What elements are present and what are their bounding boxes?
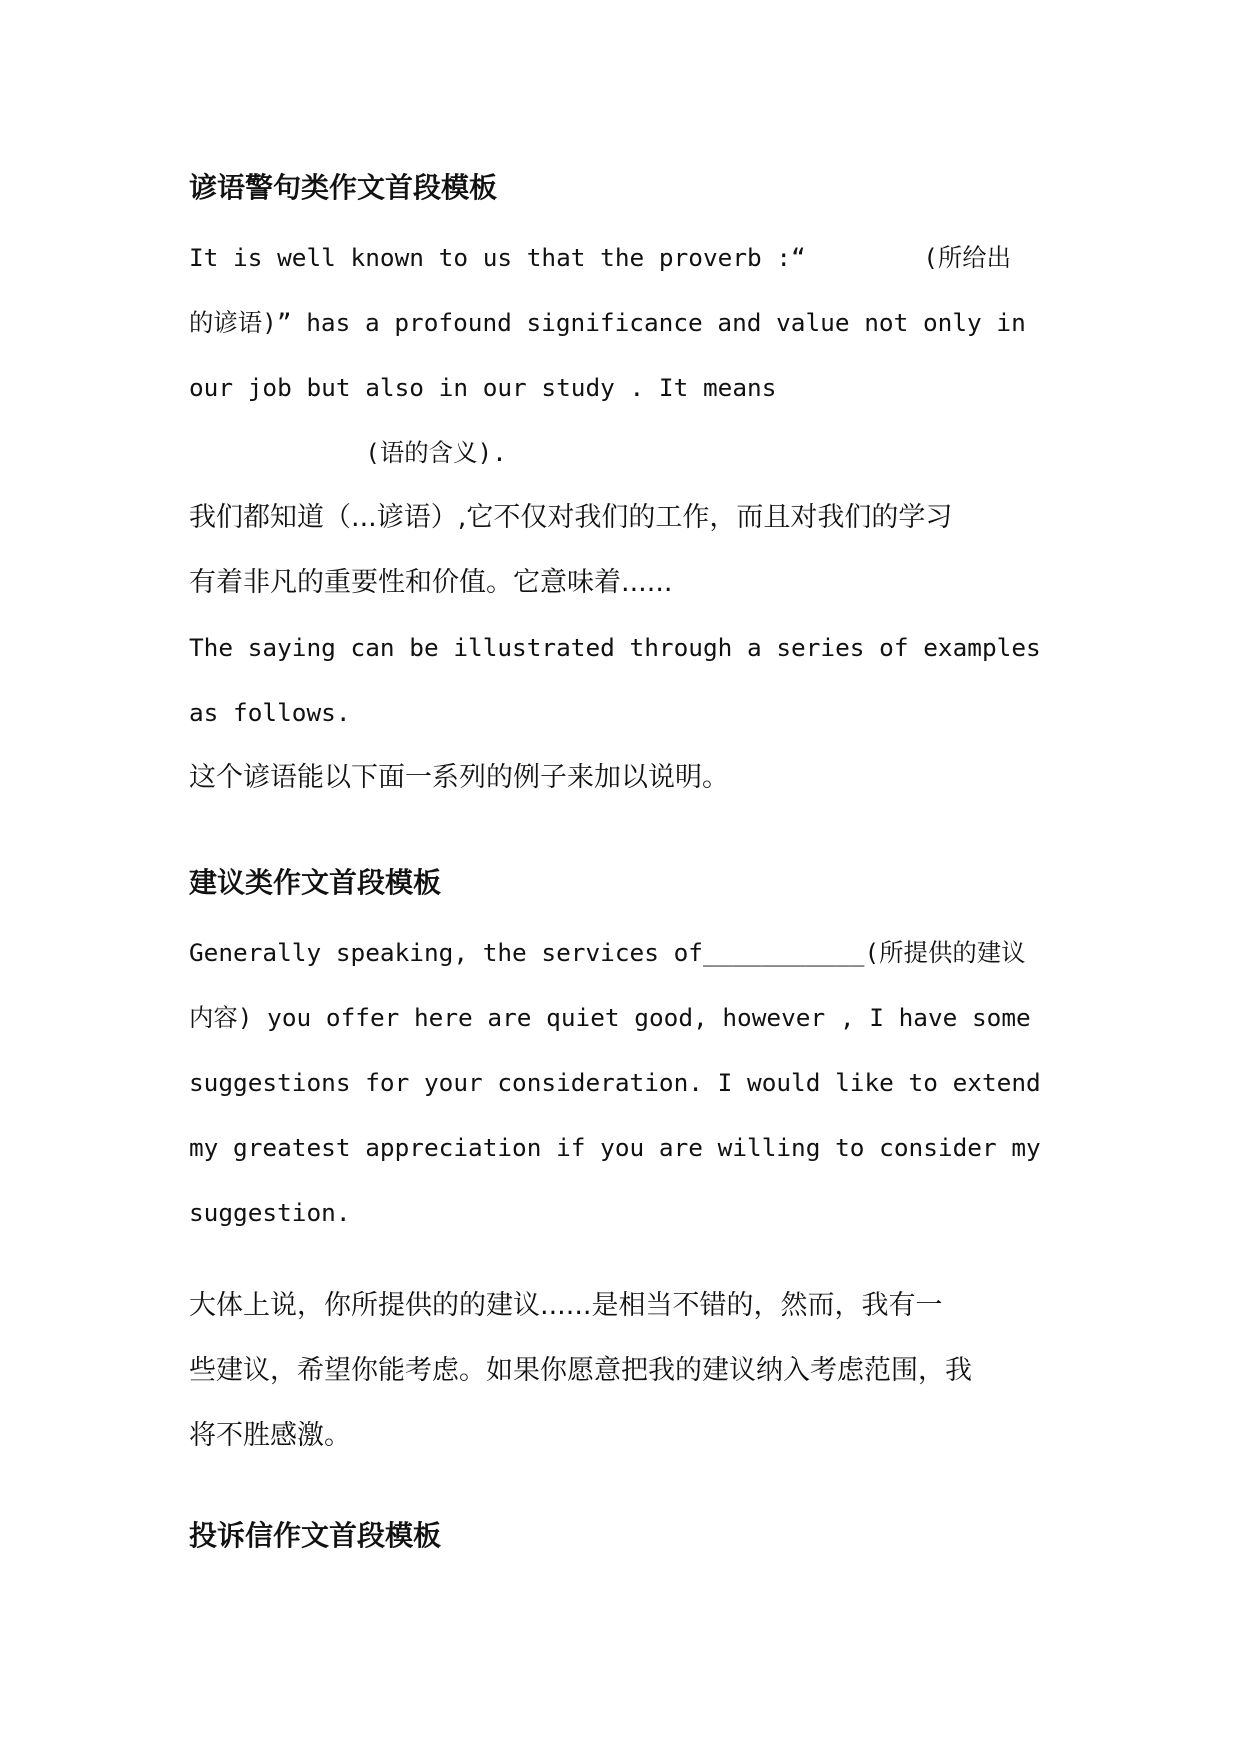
text-line: 内容) you offer here are quiet good, however , I have some bbox=[189, 1003, 1031, 1032]
section-heading-suggestion: 建议类作文首段模板 bbox=[189, 866, 442, 899]
text-line: It is well known to us that the proverb :“ (所给出 bbox=[189, 243, 1012, 272]
suggestion-english-paragraph bbox=[189, 920, 1069, 1245]
text-line: Generally speaking, the services of___________(所提供的建议 bbox=[189, 938, 1026, 967]
section-heading-proverb: 谚语警句类作文首段模板 bbox=[189, 171, 498, 204]
proverb-english-paragraph bbox=[189, 225, 1069, 485]
proverb-chinese-paragraph bbox=[189, 485, 1069, 615]
text-line: 我们都知道（...谚语）,它不仅对我们的工作，而且对我们的学习 bbox=[189, 502, 953, 533]
text-line: 些建议，希望你能考虑。如果你愿意把我的建议纳入考虑范围，我 bbox=[189, 1355, 972, 1386]
text-line: suggestions for your consideration. I would like to extend bbox=[189, 1068, 1041, 1097]
section-heading-complaint: 投诉信作文首段模板 bbox=[189, 1519, 442, 1552]
text-line: 将不胜感激。 bbox=[189, 1420, 351, 1451]
document-page bbox=[189, 168, 1069, 1556]
proverb-example-english-paragraph bbox=[189, 615, 1069, 745]
text-line: suggestion. bbox=[189, 1198, 351, 1227]
text-line: my greatest appreciation if you are willing to consider my bbox=[189, 1133, 1041, 1162]
text-line: The saying can be illustrated through a series of examples bbox=[189, 633, 1041, 662]
text-line: as follows. bbox=[189, 698, 351, 727]
text-line: 有着非凡的重要性和价值。它意味着...... bbox=[189, 567, 673, 598]
text-line: 这个谚语能以下面一系列的例子来加以说明。 bbox=[189, 762, 729, 793]
text-line: 大体上说，你所提供的的建议......是相当不错的，然而，我有一 bbox=[189, 1290, 943, 1321]
text-line: (语的含义). bbox=[189, 438, 507, 467]
text-line: 的谚语)” has a profound significance and value not only in bbox=[189, 308, 1026, 337]
suggestion-chinese-paragraph bbox=[189, 1273, 1069, 1468]
text-line: our job but also in our study . It means bbox=[189, 373, 777, 402]
proverb-example-chinese-paragraph bbox=[189, 745, 1069, 810]
